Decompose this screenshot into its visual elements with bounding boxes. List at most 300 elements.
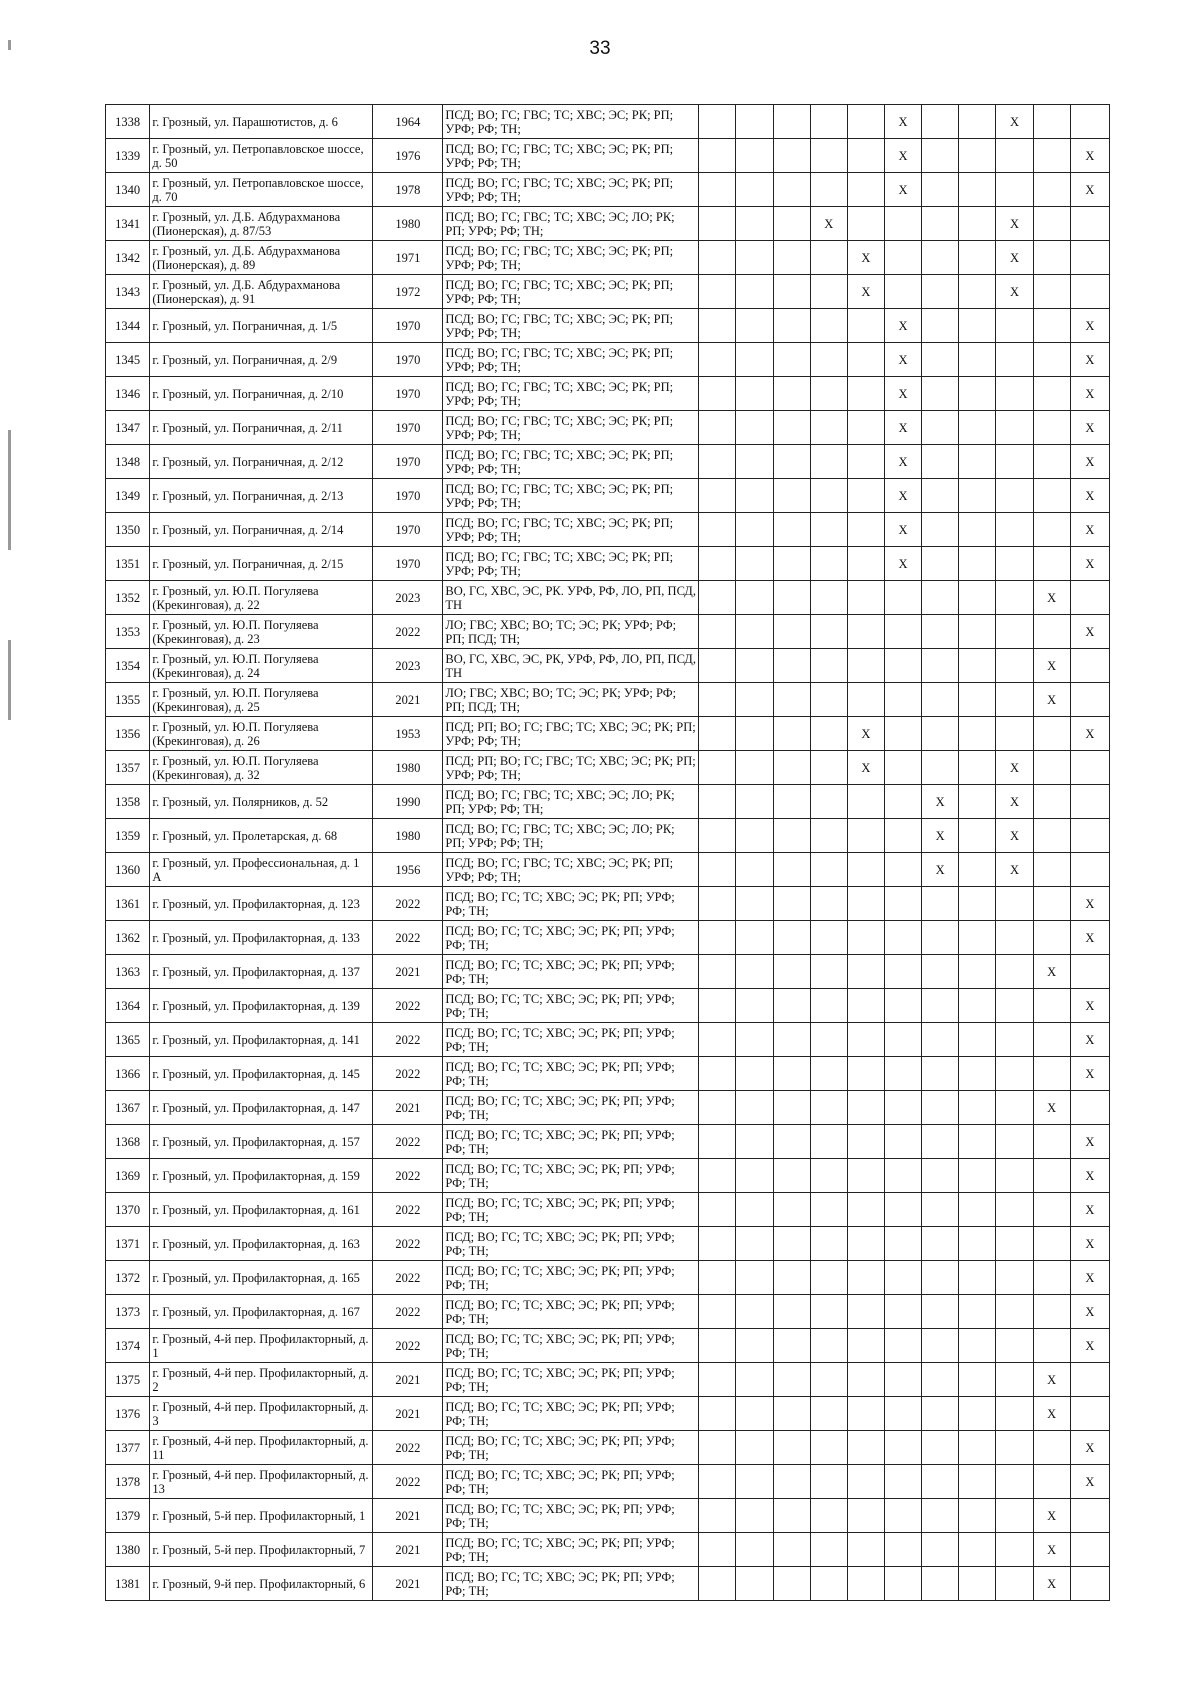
term-empty-cell <box>810 1125 847 1159</box>
works-cell: ЛО; ГВС; ХВС; ВО; ТС; ЭС; РК; УРФ; РФ; РП; ПСД; ТН; <box>443 615 699 649</box>
address-cell: г. Грозный, ул. Д.Б. Абдурахманова (Пионерская), д. 91 <box>150 275 373 309</box>
term-empty-cell <box>810 377 847 411</box>
term-empty-cell <box>884 1159 921 1193</box>
term-empty-cell <box>884 1261 921 1295</box>
term-empty-cell <box>810 1295 847 1329</box>
term-empty-cell <box>996 1193 1033 1227</box>
term-mark-cell: Х <box>1070 1227 1109 1261</box>
term-empty-cell <box>959 1227 996 1261</box>
term-empty-cell <box>736 1193 773 1227</box>
term-empty-cell <box>1070 1533 1109 1567</box>
table-row <box>106 717 1110 751</box>
term-empty-cell <box>847 1261 884 1295</box>
term-empty-cell <box>847 1363 884 1397</box>
year-cell: 2021 <box>373 1567 443 1601</box>
term-mark-cell: Х <box>1070 989 1109 1023</box>
term-empty-cell <box>996 411 1033 445</box>
table-row <box>106 173 1110 207</box>
works-cell: ЛО; ГВС; ХВС; ВО; ТС; ЭС; РК; УРФ; РФ; РП; ПСД; ТН; <box>443 683 699 717</box>
term-mark-cell: Х <box>1070 615 1109 649</box>
term-empty-cell <box>773 275 810 309</box>
table-row <box>106 547 1110 581</box>
term-empty-cell <box>922 411 959 445</box>
term-mark-cell: Х <box>884 173 921 207</box>
term-empty-cell <box>773 1533 810 1567</box>
term-empty-cell <box>1033 717 1070 751</box>
year-cell: 2022 <box>373 1431 443 1465</box>
address-cell: г. Грозный, ул. Профилакторная, д. 139 <box>150 989 373 1023</box>
row-number-cell: 1351 <box>106 547 150 581</box>
term-empty-cell <box>922 479 959 513</box>
works-cell: ПСД; ВО; ГС; ТС; ХВС; ЭС; РК; РП; УРФ; РФ; ТН; <box>443 1091 699 1125</box>
year-cell: 1970 <box>373 547 443 581</box>
term-empty-cell <box>736 853 773 887</box>
term-empty-cell <box>736 309 773 343</box>
term-empty-cell <box>922 275 959 309</box>
term-mark-cell: Х <box>996 241 1033 275</box>
term-empty-cell <box>884 1295 921 1329</box>
term-empty-cell <box>736 887 773 921</box>
term-empty-cell <box>959 1499 996 1533</box>
term-empty-cell <box>996 1499 1033 1533</box>
row-number-cell: 1349 <box>106 479 150 513</box>
row-number-cell: 1368 <box>106 1125 150 1159</box>
term-empty-cell <box>884 1499 921 1533</box>
works-cell: ПСД; ВО; ГС; ТС; ХВС; ЭС; РК; РП; УРФ; РФ; ТН; <box>443 921 699 955</box>
term-empty-cell <box>959 1193 996 1227</box>
term-mark-cell: Х <box>1070 1023 1109 1057</box>
term-empty-cell <box>699 1533 736 1567</box>
term-empty-cell <box>773 479 810 513</box>
table-row <box>106 1023 1110 1057</box>
term-empty-cell <box>773 1397 810 1431</box>
term-empty-cell <box>922 1499 959 1533</box>
term-empty-cell <box>699 1125 736 1159</box>
row-number-cell: 1346 <box>106 377 150 411</box>
term-empty-cell <box>773 615 810 649</box>
term-empty-cell <box>922 1431 959 1465</box>
term-mark-cell: Х <box>884 139 921 173</box>
term-empty-cell <box>922 1465 959 1499</box>
term-empty-cell <box>810 785 847 819</box>
term-empty-cell <box>884 1363 921 1397</box>
row-number-cell: 1365 <box>106 1023 150 1057</box>
term-empty-cell <box>736 1125 773 1159</box>
address-cell: г. Грозный, ул. Ю.П. Погуляева (Крекинговая), д. 23 <box>150 615 373 649</box>
table-row <box>106 887 1110 921</box>
term-empty-cell <box>959 921 996 955</box>
address-cell: г. Грозный, 4-й пер. Профилакторный, д. 2 <box>150 1363 373 1397</box>
term-empty-cell <box>884 275 921 309</box>
term-mark-cell: Х <box>996 275 1033 309</box>
row-number-cell: 1343 <box>106 275 150 309</box>
term-empty-cell <box>1033 207 1070 241</box>
term-empty-cell <box>699 1023 736 1057</box>
term-empty-cell <box>959 1465 996 1499</box>
term-empty-cell <box>773 343 810 377</box>
term-empty-cell <box>959 1295 996 1329</box>
term-empty-cell <box>773 1227 810 1261</box>
term-mark-cell: Х <box>884 343 921 377</box>
term-empty-cell <box>810 955 847 989</box>
term-empty-cell <box>773 989 810 1023</box>
works-cell: ПСД; ВО; ГС; ТС; ХВС; ЭС; РК; РП; УРФ; РФ; ТН; <box>443 887 699 921</box>
term-empty-cell <box>1033 921 1070 955</box>
term-mark-cell: Х <box>884 105 921 139</box>
term-empty-cell <box>810 1023 847 1057</box>
term-empty-cell <box>699 173 736 207</box>
row-number-cell: 1362 <box>106 921 150 955</box>
table-row <box>106 1397 1110 1431</box>
term-empty-cell <box>847 547 884 581</box>
term-empty-cell <box>1033 751 1070 785</box>
term-empty-cell <box>884 853 921 887</box>
term-empty-cell <box>1070 785 1109 819</box>
term-empty-cell <box>884 1193 921 1227</box>
year-cell: 1972 <box>373 275 443 309</box>
table-row <box>106 1329 1110 1363</box>
term-empty-cell <box>810 717 847 751</box>
term-empty-cell <box>847 309 884 343</box>
term-empty-cell <box>699 853 736 887</box>
works-cell: ПСД; ВО; ГС; ТС; ХВС; ЭС; РК; РП; УРФ; РФ; ТН; <box>443 1125 699 1159</box>
term-empty-cell <box>959 1431 996 1465</box>
term-empty-cell <box>959 411 996 445</box>
row-number-cell: 1378 <box>106 1465 150 1499</box>
table-row <box>106 989 1110 1023</box>
term-empty-cell <box>1033 411 1070 445</box>
address-cell: г. Грозный, ул. Пограничная, д. 2/11 <box>150 411 373 445</box>
term-mark-cell: Х <box>1070 309 1109 343</box>
term-empty-cell <box>959 275 996 309</box>
term-empty-cell <box>847 1465 884 1499</box>
row-number-cell: 1374 <box>106 1329 150 1363</box>
table-row <box>106 853 1110 887</box>
term-mark-cell: Х <box>1033 1363 1070 1397</box>
term-empty-cell <box>773 207 810 241</box>
term-empty-cell <box>884 921 921 955</box>
row-number-cell: 1350 <box>106 513 150 547</box>
term-empty-cell <box>996 1227 1033 1261</box>
term-empty-cell <box>1033 1023 1070 1057</box>
term-empty-cell <box>1033 377 1070 411</box>
term-empty-cell <box>884 887 921 921</box>
term-empty-cell <box>959 1159 996 1193</box>
year-cell: 1970 <box>373 445 443 479</box>
term-mark-cell: Х <box>1070 1465 1109 1499</box>
term-empty-cell <box>736 105 773 139</box>
address-cell: г. Грозный, 4-й пер. Профилакторный, д. 1 <box>150 1329 373 1363</box>
page-number: 33 <box>589 38 611 59</box>
term-mark-cell: Х <box>1070 547 1109 581</box>
term-empty-cell <box>736 1363 773 1397</box>
row-number-cell: 1372 <box>106 1261 150 1295</box>
term-empty-cell <box>959 785 996 819</box>
term-empty-cell <box>736 411 773 445</box>
term-empty-cell <box>959 853 996 887</box>
term-empty-cell <box>1033 1227 1070 1261</box>
year-cell: 2022 <box>373 1295 443 1329</box>
term-empty-cell <box>847 1295 884 1329</box>
term-empty-cell <box>996 649 1033 683</box>
term-empty-cell <box>699 241 736 275</box>
term-empty-cell <box>847 785 884 819</box>
term-empty-cell <box>699 445 736 479</box>
term-empty-cell <box>847 139 884 173</box>
address-cell: г. Грозный, ул. Пролетарская, д. 68 <box>150 819 373 853</box>
term-empty-cell <box>1033 1431 1070 1465</box>
term-mark-cell: Х <box>1033 1499 1070 1533</box>
works-cell: ПСД; ВО; ГС; ГВС; ТС; ХВС; ЭС; РК; РП; УРФ; РФ; ТН; <box>443 343 699 377</box>
term-empty-cell <box>1070 955 1109 989</box>
term-empty-cell <box>773 139 810 173</box>
works-cell: ПСД; ВО; ГС; ТС; ХВС; ЭС; РК; РП; УРФ; РФ; ТН; <box>443 989 699 1023</box>
term-empty-cell <box>959 1363 996 1397</box>
term-empty-cell <box>847 1023 884 1057</box>
term-empty-cell <box>1033 785 1070 819</box>
term-empty-cell <box>1033 173 1070 207</box>
works-cell: ПСД; ВО; ГС; ТС; ХВС; ЭС; РК; РП; УРФ; РФ; ТН; <box>443 1363 699 1397</box>
term-empty-cell <box>810 1431 847 1465</box>
term-empty-cell <box>847 1329 884 1363</box>
row-number-cell: 1353 <box>106 615 150 649</box>
term-empty-cell <box>922 751 959 785</box>
term-empty-cell <box>959 377 996 411</box>
year-cell: 2022 <box>373 887 443 921</box>
term-empty-cell <box>922 207 959 241</box>
term-mark-cell: Х <box>1070 1057 1109 1091</box>
address-cell: г. Грозный, 4-й пер. Профилакторный, д. 13 <box>150 1465 373 1499</box>
term-empty-cell <box>699 1057 736 1091</box>
row-number-cell: 1339 <box>106 139 150 173</box>
term-empty-cell <box>959 717 996 751</box>
term-mark-cell: Х <box>1033 649 1070 683</box>
term-empty-cell <box>884 785 921 819</box>
row-number-cell: 1357 <box>106 751 150 785</box>
term-empty-cell <box>959 241 996 275</box>
year-cell: 2022 <box>373 1125 443 1159</box>
term-empty-cell <box>810 853 847 887</box>
term-empty-cell <box>810 241 847 275</box>
term-empty-cell <box>699 785 736 819</box>
term-empty-cell <box>810 1499 847 1533</box>
term-empty-cell <box>922 513 959 547</box>
term-mark-cell: Х <box>922 853 959 887</box>
row-number-cell: 1356 <box>106 717 150 751</box>
term-empty-cell <box>959 1023 996 1057</box>
term-empty-cell <box>773 513 810 547</box>
term-empty-cell <box>736 1227 773 1261</box>
term-empty-cell <box>810 275 847 309</box>
term-empty-cell <box>1033 513 1070 547</box>
term-empty-cell <box>996 1363 1033 1397</box>
term-empty-cell <box>699 1295 736 1329</box>
term-empty-cell <box>922 1397 959 1431</box>
term-empty-cell <box>959 751 996 785</box>
term-empty-cell <box>736 1567 773 1601</box>
term-empty-cell <box>847 1091 884 1125</box>
address-cell: г. Грозный, ул. Ю.П. Погуляева (Крекинговая), д. 25 <box>150 683 373 717</box>
term-empty-cell <box>810 139 847 173</box>
term-empty-cell <box>699 819 736 853</box>
table-row <box>106 955 1110 989</box>
term-empty-cell <box>996 581 1033 615</box>
works-cell: ПСД; РП; ВО; ГС; ГВС; ТС; ХВС; ЭС; РК; РП; УРФ; РФ; ТН; <box>443 717 699 751</box>
term-mark-cell: Х <box>884 513 921 547</box>
row-number-cell: 1347 <box>106 411 150 445</box>
term-empty-cell <box>959 1125 996 1159</box>
term-empty-cell <box>773 1159 810 1193</box>
term-empty-cell <box>847 1057 884 1091</box>
works-cell: ПСД; ВО; ГС; ТС; ХВС; ЭС; РК; РП; УРФ; РФ; ТН; <box>443 1193 699 1227</box>
term-empty-cell <box>884 1329 921 1363</box>
term-empty-cell <box>959 1533 996 1567</box>
term-mark-cell: Х <box>810 207 847 241</box>
works-cell: ПСД; ВО; ГС; ГВС; ТС; ХВС; ЭС; РК; РП; УРФ; РФ; ТН; <box>443 309 699 343</box>
table-row <box>106 275 1110 309</box>
term-empty-cell <box>847 173 884 207</box>
term-empty-cell <box>736 173 773 207</box>
term-empty-cell <box>810 1567 847 1601</box>
term-empty-cell <box>773 1363 810 1397</box>
term-empty-cell <box>922 105 959 139</box>
term-empty-cell <box>922 581 959 615</box>
term-empty-cell <box>810 683 847 717</box>
term-empty-cell <box>699 547 736 581</box>
term-empty-cell <box>810 615 847 649</box>
term-empty-cell <box>996 1057 1033 1091</box>
term-mark-cell: Х <box>922 785 959 819</box>
term-empty-cell <box>699 1465 736 1499</box>
term-empty-cell <box>736 343 773 377</box>
term-empty-cell <box>773 581 810 615</box>
term-empty-cell <box>810 989 847 1023</box>
works-cell: ПСД; ВО; ГС; ГВС; ТС; ХВС; ЭС; РК; РП; УРФ; РФ; ТН; <box>443 275 699 309</box>
term-empty-cell <box>847 819 884 853</box>
term-empty-cell <box>1070 649 1109 683</box>
works-cell: ПСД; ВО; ГС; ТС; ХВС; ЭС; РК; РП; УРФ; РФ; ТН; <box>443 1159 699 1193</box>
term-empty-cell <box>884 1533 921 1567</box>
term-empty-cell <box>922 1091 959 1125</box>
term-empty-cell <box>922 1533 959 1567</box>
term-empty-cell <box>1033 343 1070 377</box>
table-row <box>106 411 1110 445</box>
term-empty-cell <box>922 989 959 1023</box>
term-empty-cell <box>736 615 773 649</box>
term-empty-cell <box>810 1159 847 1193</box>
term-empty-cell <box>922 615 959 649</box>
term-empty-cell <box>996 1431 1033 1465</box>
term-mark-cell: Х <box>1070 921 1109 955</box>
term-empty-cell <box>699 1567 736 1601</box>
address-cell: г. Грозный, ул. Профилакторная, д. 141 <box>150 1023 373 1057</box>
term-empty-cell <box>847 411 884 445</box>
year-cell: 2022 <box>373 1465 443 1499</box>
row-number-cell: 1380 <box>106 1533 150 1567</box>
row-number-cell: 1369 <box>106 1159 150 1193</box>
term-empty-cell <box>810 309 847 343</box>
term-mark-cell: Х <box>996 751 1033 785</box>
term-empty-cell <box>884 207 921 241</box>
address-cell: г. Грозный, ул. Профилакторная, д. 123 <box>150 887 373 921</box>
term-empty-cell <box>847 615 884 649</box>
term-empty-cell <box>922 1023 959 1057</box>
term-mark-cell: Х <box>884 309 921 343</box>
term-empty-cell <box>884 1227 921 1261</box>
term-empty-cell <box>996 887 1033 921</box>
address-cell: г. Грозный, ул. Петропавловское шоссе, д. 70 <box>150 173 373 207</box>
works-cell: ПСД; ВО; ГС; ГВС; ТС; ХВС; ЭС; РК; РП; УРФ; РФ; ТН; <box>443 377 699 411</box>
term-mark-cell: Х <box>1070 411 1109 445</box>
term-empty-cell <box>736 479 773 513</box>
term-empty-cell <box>1070 853 1109 887</box>
term-empty-cell <box>922 717 959 751</box>
term-mark-cell: Х <box>1070 1431 1109 1465</box>
row-number-cell: 1342 <box>106 241 150 275</box>
row-number-cell: 1371 <box>106 1227 150 1261</box>
term-empty-cell <box>736 445 773 479</box>
term-empty-cell <box>699 343 736 377</box>
term-empty-cell <box>1033 1193 1070 1227</box>
term-empty-cell <box>810 1397 847 1431</box>
term-empty-cell <box>1070 581 1109 615</box>
term-empty-cell <box>699 1159 736 1193</box>
table-row <box>106 1193 1110 1227</box>
table-row <box>106 1431 1110 1465</box>
year-cell: 1971 <box>373 241 443 275</box>
row-number-cell: 1367 <box>106 1091 150 1125</box>
term-empty-cell <box>996 615 1033 649</box>
term-empty-cell <box>959 479 996 513</box>
term-empty-cell <box>996 1567 1033 1601</box>
term-empty-cell <box>1070 1363 1109 1397</box>
works-cell: ПСД; ВО; ГС; ТС; ХВС; ЭС; РК; РП; УРФ; РФ; ТН; <box>443 1261 699 1295</box>
term-empty-cell <box>1033 1125 1070 1159</box>
table-row <box>106 445 1110 479</box>
term-empty-cell <box>699 411 736 445</box>
term-empty-cell <box>996 1091 1033 1125</box>
row-number-cell: 1344 <box>106 309 150 343</box>
term-mark-cell: Х <box>1070 887 1109 921</box>
term-empty-cell <box>736 717 773 751</box>
term-empty-cell <box>699 275 736 309</box>
address-cell: г. Грозный, ул. Д.Б. Абдурахманова (Пионерская), д. 89 <box>150 241 373 275</box>
term-mark-cell: Х <box>1070 513 1109 547</box>
term-empty-cell <box>1070 275 1109 309</box>
year-cell: 2022 <box>373 615 443 649</box>
term-empty-cell <box>1033 1465 1070 1499</box>
term-empty-cell <box>773 751 810 785</box>
address-cell: г. Грозный, 5-й пер. Профилакторный, 7 <box>150 1533 373 1567</box>
term-empty-cell <box>736 207 773 241</box>
table-row <box>106 309 1110 343</box>
row-number-cell: 1341 <box>106 207 150 241</box>
registry-body <box>106 105 1110 1601</box>
term-empty-cell <box>1070 241 1109 275</box>
term-empty-cell <box>810 1193 847 1227</box>
works-cell: ПСД; ВО; ГС; ГВС; ТС; ХВС; ЭС; ЛО; РК; РП; УРФ; РФ; ТН; <box>443 785 699 819</box>
row-number-cell: 1354 <box>106 649 150 683</box>
row-number-cell: 1376 <box>106 1397 150 1431</box>
term-empty-cell <box>959 1329 996 1363</box>
term-empty-cell <box>996 343 1033 377</box>
term-empty-cell <box>773 1567 810 1601</box>
term-empty-cell <box>810 343 847 377</box>
term-empty-cell <box>922 955 959 989</box>
term-mark-cell: Х <box>996 207 1033 241</box>
term-empty-cell <box>884 1465 921 1499</box>
term-empty-cell <box>922 1227 959 1261</box>
